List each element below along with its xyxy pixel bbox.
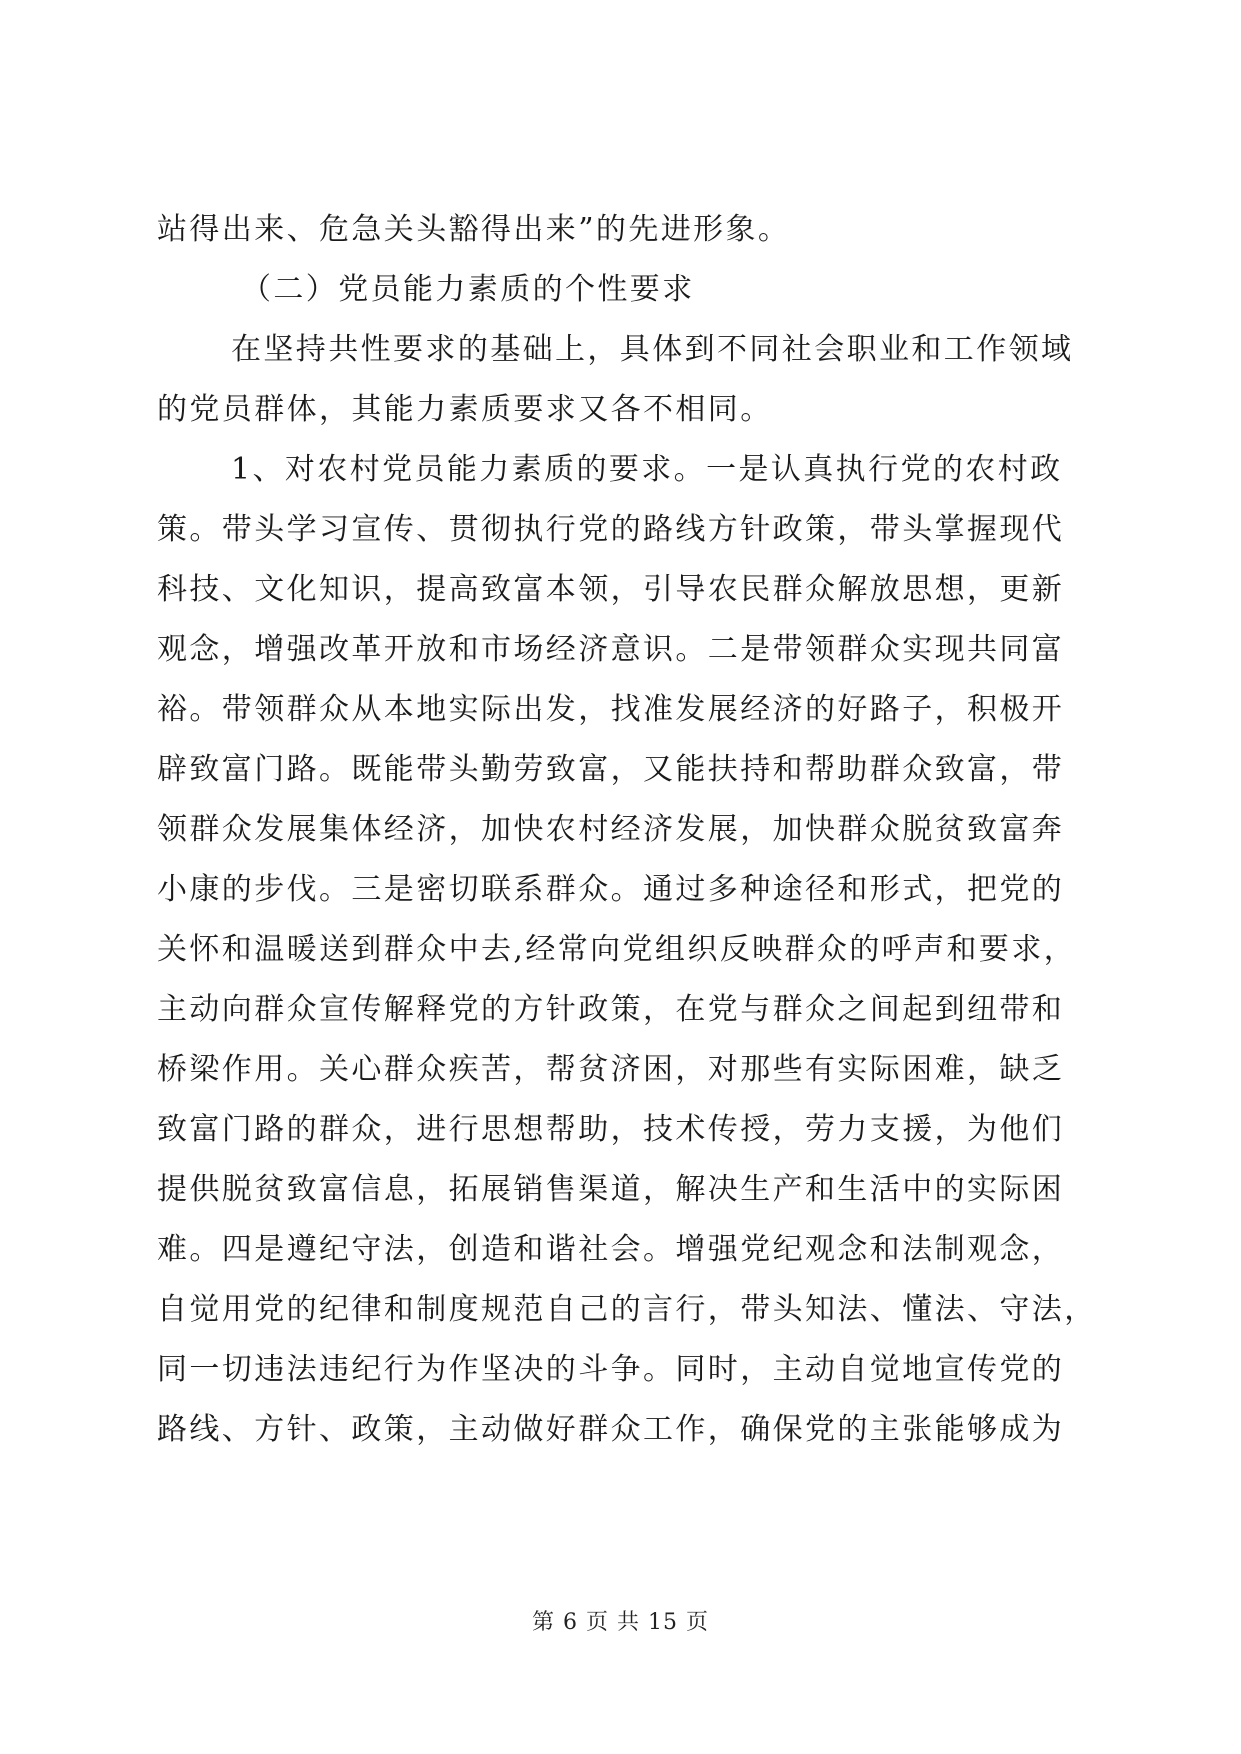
paragraph-first-line: 在坚持共性要求的基础上，具体到不同社会职业和工作领域: [231, 332, 1074, 367]
paragraph-first-line: 1、对农村党员能力素质的要求。一是认真执行党的农村政: [231, 452, 1063, 487]
body-text: [157, 200, 1097, 1460]
text-line: 科技、文化知识，提高致富本领，引导农民群众解放思想，更新: [157, 572, 1065, 607]
section-heading: （二）党员能力素质的个性要求: [241, 272, 695, 307]
page-number-footer: 第 6 页 共 15 页: [532, 1610, 709, 1635]
text-line: 策。带头学习宣传、贯彻执行党的路线方针政策，带头掌握现代: [157, 512, 1065, 547]
text-line: 同一切违法违纪行为作坚决的斗争。同时，主动自觉地宣传党的: [157, 1352, 1065, 1387]
text-line: 自觉用党的纪律和制度规范自己的言行，带头知法、懂法、守法，: [157, 1292, 1097, 1327]
text-line: 路线、方针、政策，主动做好群众工作，确保党的主张能够成为: [157, 1412, 1065, 1447]
text-line: 桥梁作用。关心群众疾苦，帮贫济困，对那些有实际困难，缺乏: [157, 1052, 1065, 1087]
text-line: 小康的步伐。三是密切联系群众。通过多种途径和形式，把党的: [157, 872, 1065, 907]
text-line: 领群众发展集体经济，加快农村经济发展，加快群众脱贫致富奔: [157, 812, 1065, 847]
text-line: 裕。带领群众从本地实际出发，找准发展经济的好路子，积极开: [157, 692, 1065, 727]
text-line: 关怀和温暖送到群众中去,经常向党组织反映群众的呼声和要求，: [157, 932, 1077, 967]
text-line: 站得出来、危急关头豁得出来”的先进形象。: [157, 212, 791, 247]
text-line: 观念，增强改革开放和市场经济意识。二是带领群众实现共同富: [157, 632, 1065, 667]
text-line: 致富门路的群众，进行思想帮助，技术传授，劳力支援，为他们: [157, 1112, 1065, 1147]
text-line: 主动向群众宣传解释党的方针政策，在党与群众之间起到纽带和: [157, 992, 1065, 1027]
text-line: 的党员群体，其能力素质要求又各不相同。: [157, 392, 773, 427]
text-line: 难。四是遵纪守法，创造和谐社会。增强党纪观念和法制观念，: [157, 1232, 1065, 1267]
text-line: 辟致富门路。既能带头勤劳致富，又能扶持和帮助群众致富，带: [157, 752, 1065, 787]
text-line: 提供脱贫致富信息，拓展销售渠道，解决生产和生活中的实际困: [157, 1172, 1065, 1207]
